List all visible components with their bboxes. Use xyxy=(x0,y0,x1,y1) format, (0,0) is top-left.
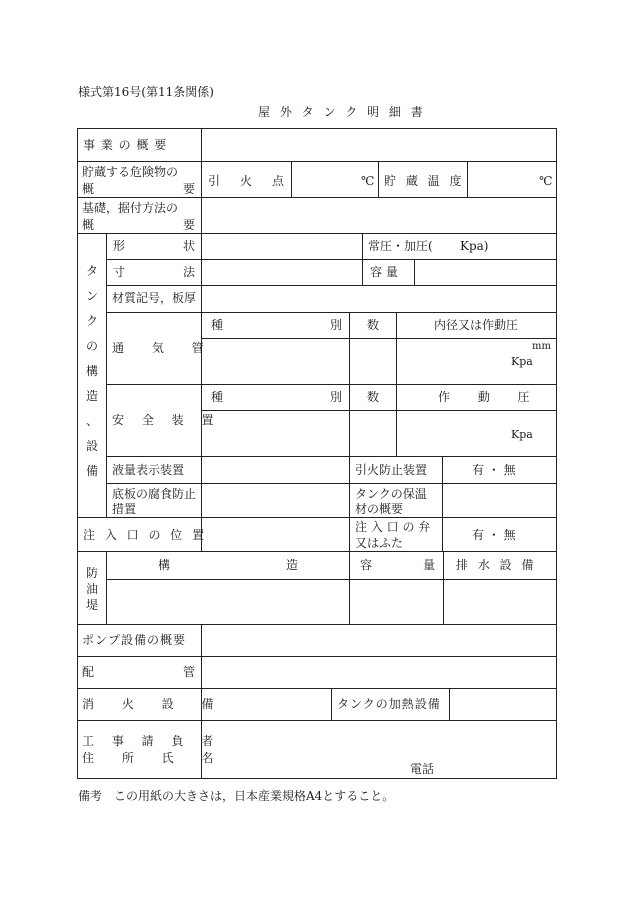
row-line xyxy=(106,384,557,385)
flash-point-field[interactable] xyxy=(292,162,352,196)
level-indicator-field[interactable] xyxy=(202,457,348,482)
inlet-valve-label-line2: 又はふた xyxy=(355,536,404,550)
vent-pipe-label: 通 気 管 xyxy=(112,341,216,355)
pump-label: ポンプ設備の概要 xyxy=(82,633,187,647)
form-number: 様式第16号(第11条関係) xyxy=(78,85,214,99)
foundation-label-line2a: 概 xyxy=(82,218,95,232)
contractor-label-line1: 工 事 請 負 者 xyxy=(82,734,221,748)
row-line xyxy=(106,312,557,313)
working-pressure-label: 作 動 圧 xyxy=(438,390,542,404)
piping-label-b: 管 xyxy=(183,665,196,679)
col-line xyxy=(331,688,332,720)
bottom-corrosion-field[interactable] xyxy=(202,484,348,516)
hazmat-label-line2b: 要 xyxy=(183,182,196,196)
tank-structure-side-label: タ ン ク の 構 造 、 設 備 xyxy=(85,264,98,478)
celsius-unit: ℃ xyxy=(539,174,553,188)
safety-count-label: 数 xyxy=(367,390,380,404)
table-border-bottom xyxy=(77,778,557,779)
dike-capacity-label-a: 容 xyxy=(360,558,373,572)
oil-dike-side-label: 防 油 堤 xyxy=(85,566,98,612)
dimension-label-b: 法 xyxy=(183,265,196,279)
unit-kpa: Kpa xyxy=(511,355,533,368)
foundation-label-line2b: 要 xyxy=(183,218,196,232)
dike-structure-field[interactable] xyxy=(107,580,348,623)
bottom-corrosion-label-line1: 底板の腐食防止 xyxy=(112,487,197,501)
phone-label: 電話 xyxy=(410,762,435,776)
fire-extinguisher-label: 消 火 設 備 xyxy=(82,697,226,711)
inlet-valve-label-line1: 注 入 口 の 弁 xyxy=(355,520,431,534)
contractor-label-line2: 住 所 氏 名 xyxy=(82,751,226,765)
col-line xyxy=(362,233,363,285)
col-line xyxy=(378,161,379,197)
vent-type-label-b: 別 xyxy=(330,318,343,332)
insulation-field[interactable] xyxy=(443,484,555,516)
business-overview-label: 事 業 の 概 要 xyxy=(83,138,168,152)
heating-label: タンクの加熱設備 xyxy=(337,697,441,711)
material-label: 材質記号，板厚 xyxy=(112,291,197,305)
inlet-position-field[interactable] xyxy=(202,518,348,550)
contractor-field[interactable] xyxy=(202,721,556,777)
drainage-field[interactable] xyxy=(444,580,555,623)
storage-temp-label: 貯 蔵 温 度 xyxy=(384,174,465,188)
flash-point-label-a: 引 xyxy=(208,174,221,188)
pump-field[interactable] xyxy=(202,625,556,655)
page-title: 屋 外 タ ン ク 明 細 書 xyxy=(258,105,426,119)
hazmat-label-line1: 貯蔵する危険物の xyxy=(82,165,179,179)
safety-type-label-a: 種 xyxy=(211,390,224,404)
flash-point-label-c: 点 xyxy=(272,174,285,188)
footer-note: 備考 この用紙の大きさは，日本産業規格A4とすること。 xyxy=(78,789,395,803)
table-border-right xyxy=(556,128,557,779)
dike-structure-label-a: 構 xyxy=(158,558,171,572)
storage-temp-field[interactable] xyxy=(468,162,534,196)
safety-device-label: 安 全 装 置 xyxy=(112,413,221,427)
capacity-field[interactable] xyxy=(415,260,556,284)
piping-label-a: 配 xyxy=(82,665,95,679)
flame-arrester-yes-no[interactable]: 有 ・ 無 xyxy=(472,463,516,477)
shape-label-b: 状 xyxy=(183,239,196,253)
vent-count-label: 数 xyxy=(367,318,380,332)
celsius-unit: ℃ xyxy=(361,174,375,188)
row-line xyxy=(77,551,557,552)
safety-count-field[interactable] xyxy=(350,411,395,455)
flame-arrester-label: 引火防止装置 xyxy=(355,463,428,477)
foundation-field[interactable] xyxy=(202,198,556,232)
business-overview-field[interactable] xyxy=(202,129,556,161)
vent-type-label-a: 種 xyxy=(211,318,224,332)
dimension-label-a: 寸 xyxy=(113,265,126,279)
table-border-left xyxy=(77,128,78,779)
material-field[interactable] xyxy=(202,286,556,311)
col-line xyxy=(396,312,397,456)
safety-type-field[interactable] xyxy=(202,411,348,455)
fire-extinguisher-field[interactable] xyxy=(202,689,330,719)
shape-label-a: 形 xyxy=(113,239,126,253)
capacity-label: 容 量 xyxy=(370,265,398,279)
inlet-valve-yes-no[interactable]: 有 ・ 無 xyxy=(472,528,516,542)
safety-type-label-b: 別 xyxy=(330,390,343,404)
vent-count-field[interactable] xyxy=(350,339,395,383)
pressure-label: 常圧・加圧( xyxy=(368,239,433,253)
drainage-label: 排 水 設 備 xyxy=(456,558,537,572)
dike-structure-label-b: 造 xyxy=(286,558,299,572)
dike-capacity-label-b: 量 xyxy=(423,558,436,572)
insulation-label-line2: 材の概要 xyxy=(355,502,404,516)
inner-diameter-label: 内径又は作動圧 xyxy=(434,318,519,332)
shape-field[interactable] xyxy=(202,234,361,258)
unit-kpa: Kpa xyxy=(511,428,533,441)
heating-field[interactable] xyxy=(450,689,555,719)
foundation-label-line1: 基礎，据付方法の xyxy=(82,201,179,215)
bottom-corrosion-label-line2: 措置 xyxy=(112,502,137,516)
unit-mm: mm xyxy=(532,341,551,352)
inlet-position-label: 注 入 口 の 位 置 xyxy=(83,528,208,542)
dimension-field[interactable] xyxy=(202,260,361,284)
insulation-label-line1: タンクの保温 xyxy=(355,487,427,501)
vent-type-field[interactable] xyxy=(202,339,348,383)
hazmat-label-line2a: 概 xyxy=(82,182,95,196)
dike-capacity-field[interactable] xyxy=(350,580,442,623)
piping-field[interactable] xyxy=(202,657,556,687)
col-line xyxy=(106,233,107,517)
pressure-unit: Kpa) xyxy=(460,239,489,253)
flash-point-label-b: 火 xyxy=(240,174,253,188)
level-indicator-label: 液量表示装置 xyxy=(112,463,185,477)
col-line xyxy=(349,456,350,551)
